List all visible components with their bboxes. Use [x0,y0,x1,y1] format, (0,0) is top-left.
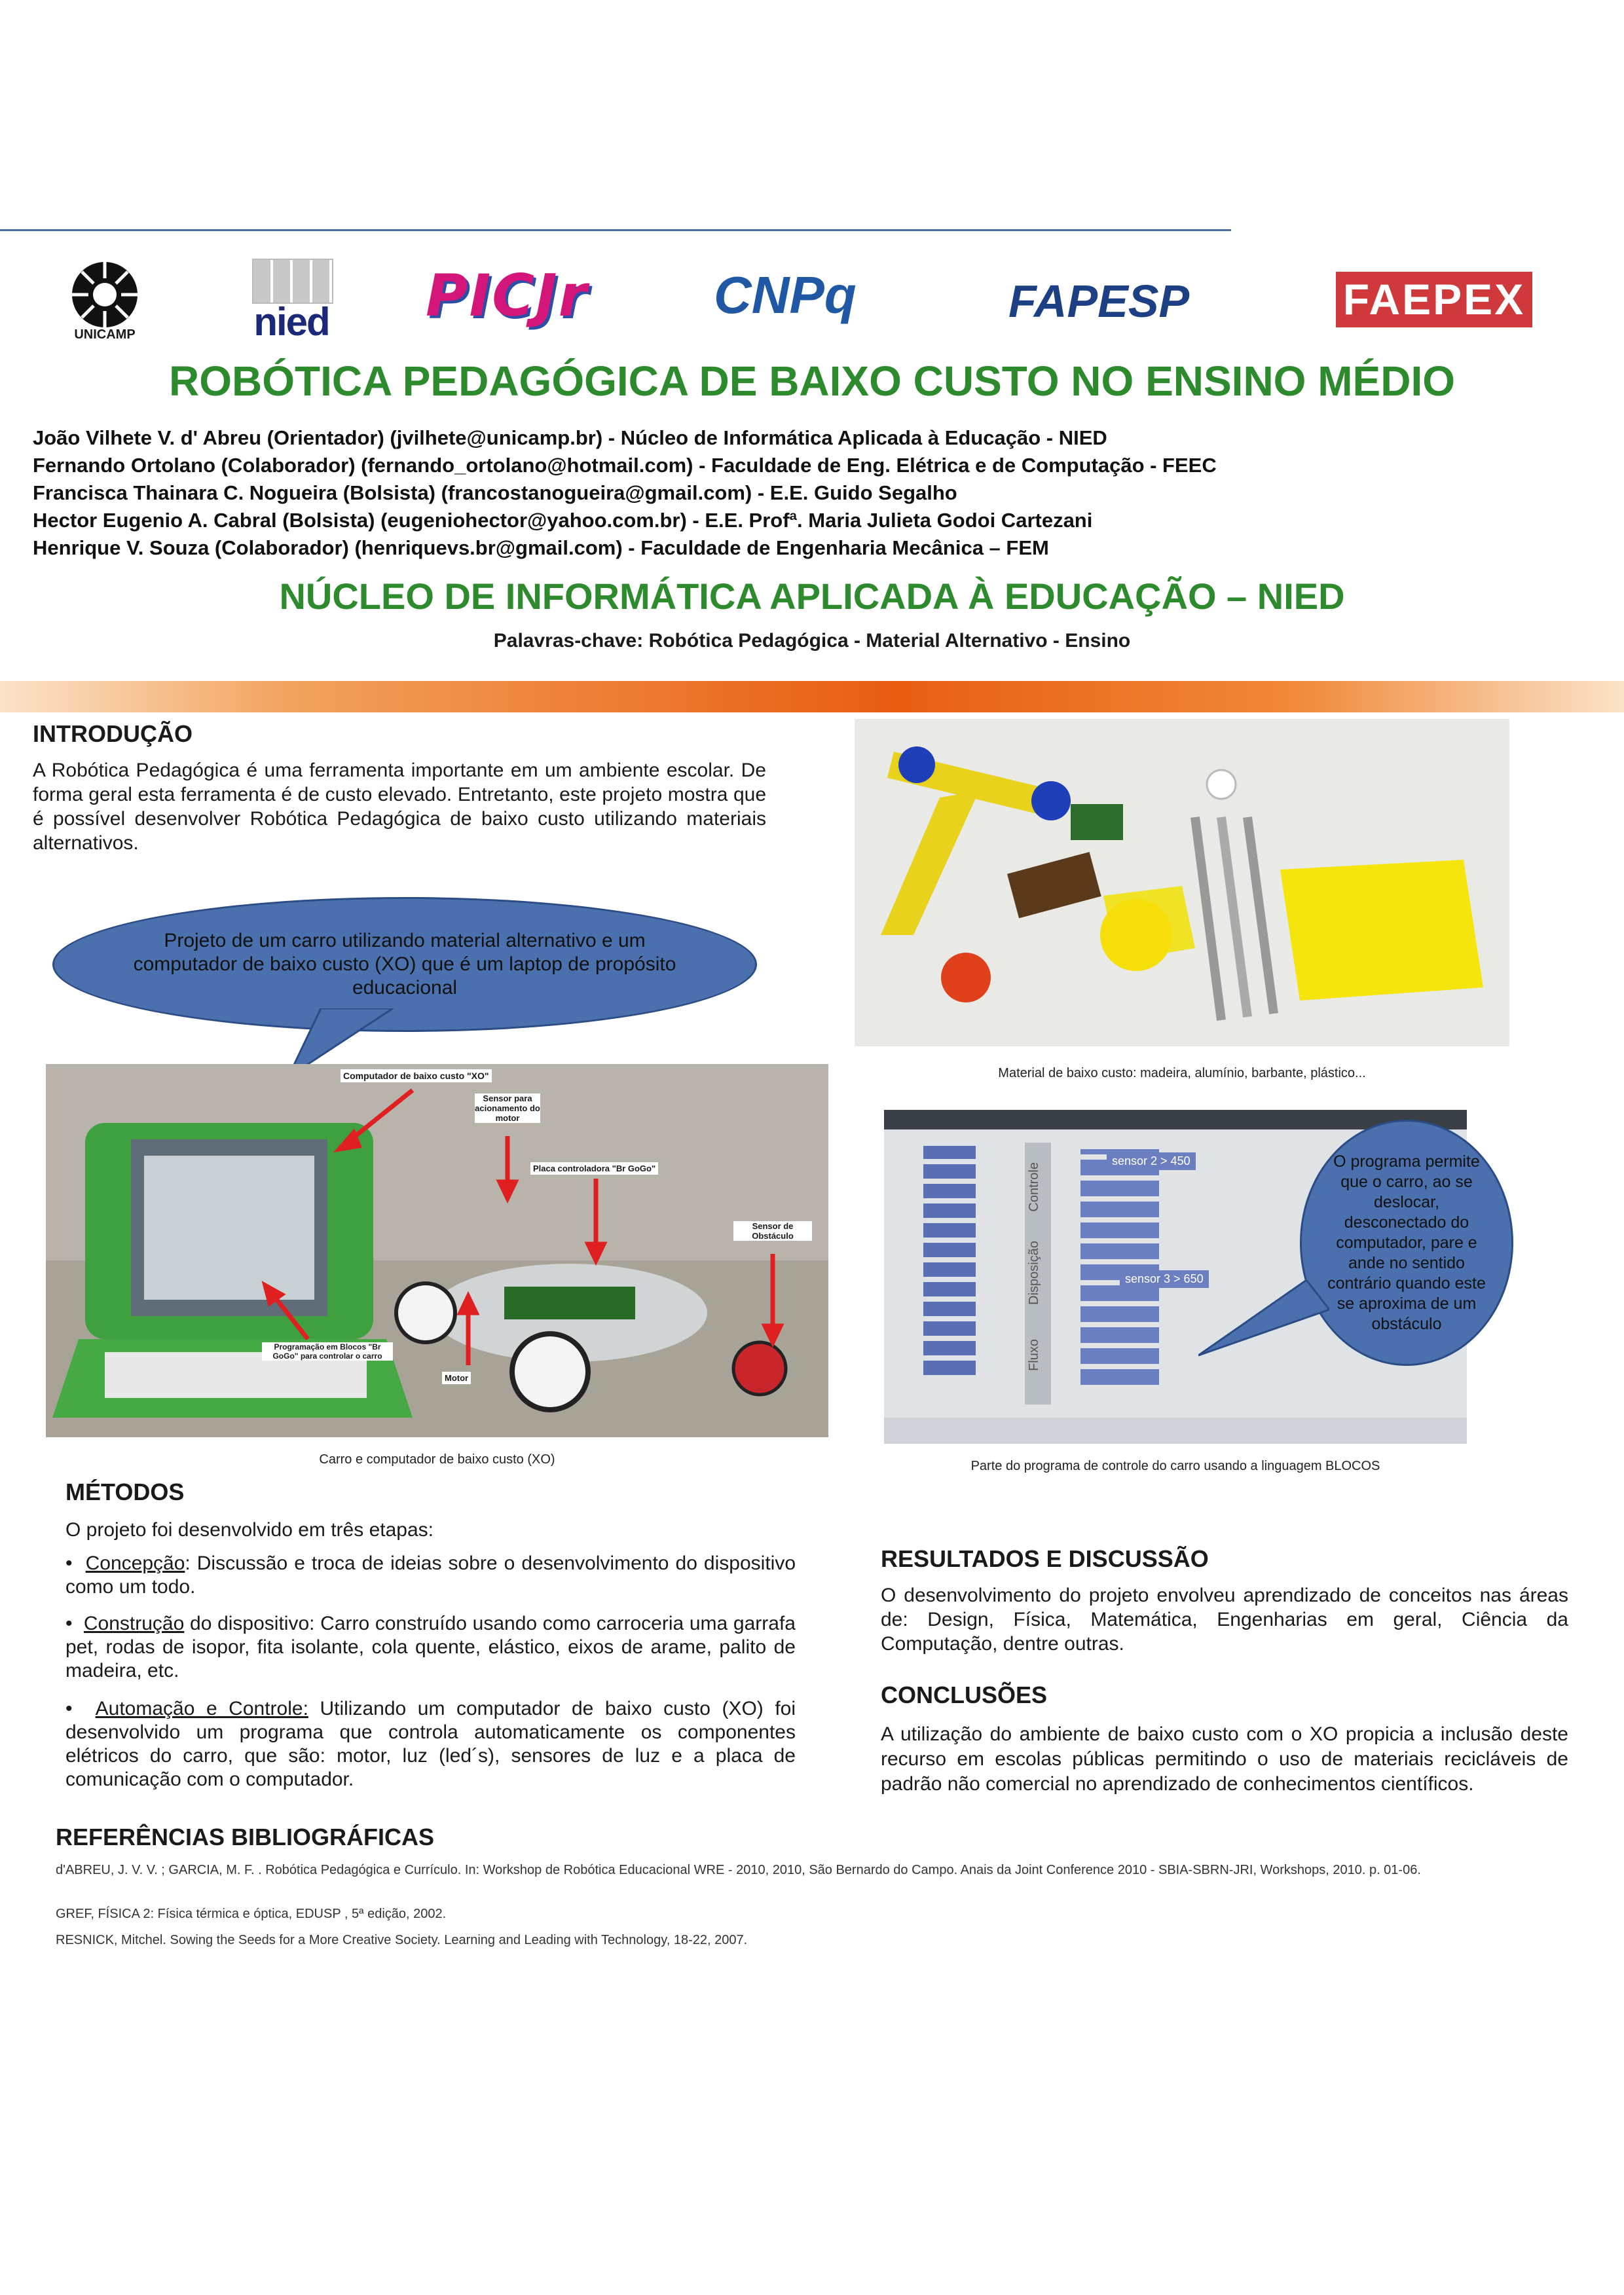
methods-intro: O projeto foi desenvolvido em três etapas: [65,1519,434,1541]
orange-divider [0,681,1624,712]
methods-term: Concepção [85,1552,185,1574]
block-sensor-2: sensor 2 > 450 [1107,1152,1196,1170]
author-line: Henrique V. Souza (Colaborador) (henriquevs.br@gmail.com) - Faculdade de Engenharia Mecânica – FEM [33,536,1049,559]
methods-heading: MÉTODOS [65,1478,185,1505]
label-computer: Computador de baixo custo "XO" [341,1069,492,1082]
annotation-arrows [46,1064,828,1437]
intro-text: A Robótica Pedagógica é uma ferramenta importante em um ambiente escolar. De forma geral esta ferramenta é de custo elevado. Entretanto, este projeto mostra que é possível desenvolver Robótica Pedagógica de baixo custo utilizando materiais alternativos. [33,760,766,854]
intro-heading: INTRODUÇÃO [33,720,193,747]
author-list [33,424,1604,562]
label-blocks: Programação em Blocos "Br GoGo" para controlar o carro [262,1342,393,1361]
author-line: Hector Eugenio A. Cabral (Bolsista) (eugeniohector@yahoo.com.br) - E.E. Profª. Maria Julieta Godoi Cartezani [33,509,1093,532]
tab-controle[interactable]: Controle [1027,1162,1041,1212]
block-sensor-3: sensor 3 > 650 [1120,1270,1209,1288]
label-board: Placa controladora "Br GoGo" [530,1162,658,1175]
results-text: O desenvolvimento do projeto envolveu aprendizado de conceitos nas áreas de: Design, Física, Matemática, Engenharias em geral, Ciência da Computação, dentre outras. [881,1585,1568,1655]
nied-blocks-icon [252,259,333,304]
reference-item: d'ABREU, J. V. V. ; GARCIA, M. F. . Robótica Pedagógica e Currículo. In: Workshop de Robótica Educacional WRE - 2010, 2010, São Bernardo do Campo. Anais da Joint Conference 2010 - SBIA-SBRN-JRI, Workshops, 2010. p. 01-06. [56,1863,1421,1877]
methods-item [65,1612,796,1683]
reference-item: GREF, FÍSICA 2: Física térmica e óptica, EDUSP , 5ª edição, 2002. [56,1907,447,1921]
nied-logo-text: nied [253,300,329,344]
program-bubble-tail-icon [1198,1280,1329,1359]
program-footer [884,1418,1467,1444]
tab-disposicao[interactable]: Disposição [1027,1241,1041,1305]
program-blocks [1080,1149,1159,1385]
unicamp-logo-text: UNICAMP [74,327,136,342]
label-sensor-light: Sensor para acionamento do motor [475,1093,540,1123]
materials-illustration [855,719,1509,1046]
author-line: João Vilhete V. d' Abreu (Orientador) (jvilhete@unicamp.br) - Núcleo de Informática Aplicada à Educação - NIED [33,426,1107,449]
methods-item [65,1697,796,1791]
methods-item-text: Utilizando um computador de baixo custo (XO) foi desenvolvido um programa que controla automaticamente os componentes elétricos do carro, que são: motor, luz (led´s), sensores de luz e a placa de comunicação com o computador. [65,1698,796,1790]
conclusions-heading: CONCLUSÕES [881,1681,1048,1708]
methods-item-text: do dispositivo: Carro construído usando como carroceria uma garrafa pet, rodas de isopor, fita isolante, cola quente, elástico, eixos de arame, palito de madeira, etc. [65,1613,796,1681]
unicamp-emblem-icon [62,259,147,334]
keywords: Palavras-chave: Robótica Pedagógica - Material Alternativo - Ensino [493,630,1131,652]
picjr-logo: PICJr [426,262,588,329]
top-rule [0,229,1231,231]
results-heading: RESULTADOS E DISCUSSÃO [881,1545,1209,1572]
conclusions-text: A utilização do ambiente de baixo custo com o XO propicia a inclusão deste recurso em escolas públicas permitindo o uso de materiais recicláveis de padrão não comercial no aprendizado de conhecimentos científicos. [881,1723,1568,1795]
program-bubble-text: O programa permite que o carro, ao se deslocar, desconectado do computador, pare e ande no sentido contrário quando este se aproxima de um obstáculo [1327,1152,1486,1333]
materials-caption: Material de baixo custo: madeira, alumínio, barbante, plástico... [998,1066,1366,1080]
methods-term: Construção [83,1613,185,1634]
car-caption: Carro e computador de baixo custo (XO) [319,1452,555,1467]
label-sensor-obstacle: Sensor de Obstáculo [733,1221,812,1241]
blocks-palette [923,1146,976,1375]
poster-subtitle: NÚCLEO DE INFORMÁTICA APLICADA À EDUCAÇÃO – NIED [279,576,1345,617]
nied-logo [246,259,337,344]
reference-item: RESNICK, Mitchel. Sowing the Seeds for a More Creative Society. Learning and Leading with Technology, 18-22, 2007. [56,1933,748,1947]
cnpq-logo: CNPq [714,266,857,324]
program-bubble [1300,1120,1513,1366]
car-photo [46,1064,828,1437]
project-bubble-text: Projeto de um carro utilizando material alternativo e um computador de baixo custo (XO) que é um laptop de propósito educacional [133,930,676,999]
label-motor: Motor [442,1372,471,1384]
methods-item-text: : Discussão e troca de ideias sobre o desenvolvimento do dispositivo como um todo. [65,1552,796,1598]
author-line: Francisca Thainara C. Nogueira (Bolsista) (francostanogueira@gmail.com) - E.E. Guido Segalho [33,481,957,504]
references-heading: REFERÊNCIAS BIBLIOGRÁFICAS [56,1824,435,1850]
program-caption: Parte do programa de controle do carro usando a linguagem BLOCOS [970,1459,1380,1473]
tab-fluxo[interactable]: Fluxo [1027,1339,1041,1371]
poster-title: ROBÓTICA PEDAGÓGICA DE BAIXO CUSTO NO ENSINO MÉDIO [169,358,1455,405]
methods-item [65,1552,796,1599]
fapesp-logo: FAPESP [1008,276,1190,327]
bullet-icon: • [65,1613,84,1634]
bullet-icon: • [65,1552,86,1574]
author-line: Fernando Ortolano (Colaborador) (fernando_ortolano@hotmail.com) - Faculdade de Eng. Elétrica e de Computação - FEEC [33,454,1217,477]
materials-photo [855,719,1509,1046]
faepex-logo: FAEPEX [1336,272,1532,327]
methods-term: Automação e Controle: [95,1698,308,1719]
bullet-icon: • [65,1698,96,1719]
